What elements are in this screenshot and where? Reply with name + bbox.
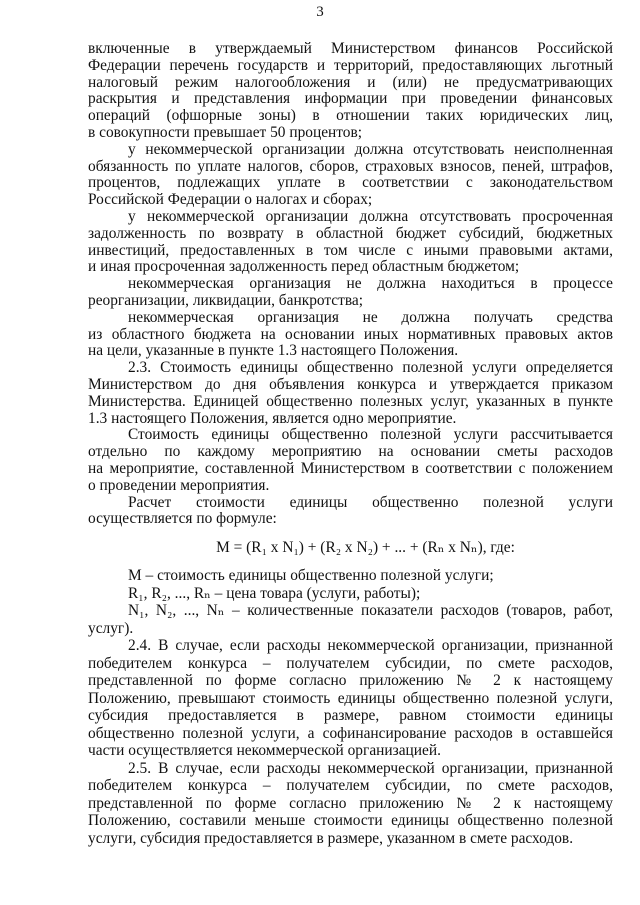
text-line: отдельно по каждому мероприятию на основании сметы расходов xyxy=(88,443,613,461)
text-line: у некоммерческой организации должна отсутствовать просроченная xyxy=(128,207,613,225)
text-line: услуги, субсидия предоставляется в размере, указанном в смете расходов. xyxy=(88,829,574,847)
text-line: включенные в утверждаемый Министерством финансов Российской xyxy=(88,40,613,57)
text-line: 1.3 настоящего Положения, является одно мероприятие. xyxy=(88,409,457,427)
text-line: реорганизации, ликвидации, банкротства; xyxy=(88,291,364,309)
text-line: Министерства. Единицей общественно полезных услуг, указанных в пункте xyxy=(88,392,613,410)
text-line: и иная просроченная задолженность перед областным бюджетом; xyxy=(88,258,520,276)
text-line: субсидия предоставляется в размере, равном стоимости единицы xyxy=(88,707,613,724)
text-line: Российской Федерации о налогах и сборах; xyxy=(88,191,373,209)
text-block-lower xyxy=(88,567,613,847)
text-line: М – стоимость единицы общественно полезной услуги; xyxy=(128,567,494,584)
text-line: победителем конкурса – получателем субсидии, по смете расходов, xyxy=(88,654,613,672)
page-number: 3 xyxy=(316,4,324,20)
formula: M = (R₁ x N₁) + (R₂ x N₂) + ... + (Rₙ x Nₙ), где: xyxy=(216,539,515,556)
text-line: N₁, N₂, ..., Nₙ – количественные показатели расходов (товаров, работ, xyxy=(128,602,613,619)
text-line: представленной по форме согласно приложению № 2 к настоящему xyxy=(88,672,613,689)
text-line: в совокупности превышает 50 процентов; xyxy=(88,123,363,141)
text-line: осуществляется по формуле: xyxy=(88,510,277,528)
text-line: услуг). xyxy=(88,619,134,637)
text-line: из областного бюджета на основании иных нормативных правовых актов xyxy=(88,325,613,343)
text-line: части осуществляется некоммерческой организацией. xyxy=(88,742,441,759)
text-line: на мероприятие, составленной Министерством в соответствии с положением xyxy=(88,459,613,477)
text-line: Положению, превышают стоимость единицы общественно полезной услуги, xyxy=(88,689,613,707)
text-line: Министерством до дня объявления конкурса и утверждается приказом xyxy=(88,375,613,393)
text-line: победителем конкурса – получателем субсидии, по смете расходов, xyxy=(88,777,613,794)
text-line: 2.3. Стоимость единицы общественно полезной услуги определяется xyxy=(128,359,613,377)
text-line: обязанность по уплате налогов, сборов, страховых взносов, пеней, штрафов, xyxy=(88,157,613,175)
text-line: Положению, составили меньше стоимости единицы общественно полезной xyxy=(88,812,613,829)
text-line: общественно полезной услуги, а софинансирование расходов в оставшейся xyxy=(88,724,613,742)
text-line: Федерации перечень государств и территорий, предоставляющих льготный xyxy=(88,56,613,74)
text-line: на цели, указанные в пункте 1.3 настоящего Положения. xyxy=(88,342,459,360)
text-line: о проведении мероприятия. xyxy=(88,476,270,494)
text-line: процентов, подлежащих уплате в соответствии с законодательством xyxy=(88,174,613,192)
text-line: раскрытия и представления информации при проведении финансовых xyxy=(88,90,613,108)
text-line: налоговый режим налогообложения и (или) не предусматривающих xyxy=(88,73,613,91)
text-line: инвестиций, предоставленных в том числе с иными правовыми актами, xyxy=(88,241,613,259)
text-line: 2.5. В случае, если расходы некоммерческой организации, признанной xyxy=(128,759,613,777)
text-line: R₁, R₂, ..., Rₙ – цена товара (услуги, работы); xyxy=(128,584,421,602)
text-line: операций (офшорные зоны) в отношении таких юридических лиц, xyxy=(88,107,613,125)
text-line: некоммерческая организация не должна получать средства xyxy=(128,308,613,326)
text-line: 2.4. В случае, если расходы некоммерческой организации, признанной xyxy=(128,637,613,654)
text-line: Стоимость единицы общественно полезной услуги рассчитывается xyxy=(128,426,613,444)
text-line: Расчет стоимости единицы общественно полезной услуги xyxy=(128,493,613,511)
text-line: у некоммерческой организации должна отсутствовать неисполненная xyxy=(128,140,613,158)
text-line: представленной по форме согласно приложению № 2 к настоящему xyxy=(88,794,613,812)
text-line: задолженность по возврату в областной бюджет субсидий, бюджетных xyxy=(88,224,613,242)
text-block-upper xyxy=(88,41,613,528)
text-line: некоммерческая организация не должна находиться в процессе xyxy=(128,275,613,293)
